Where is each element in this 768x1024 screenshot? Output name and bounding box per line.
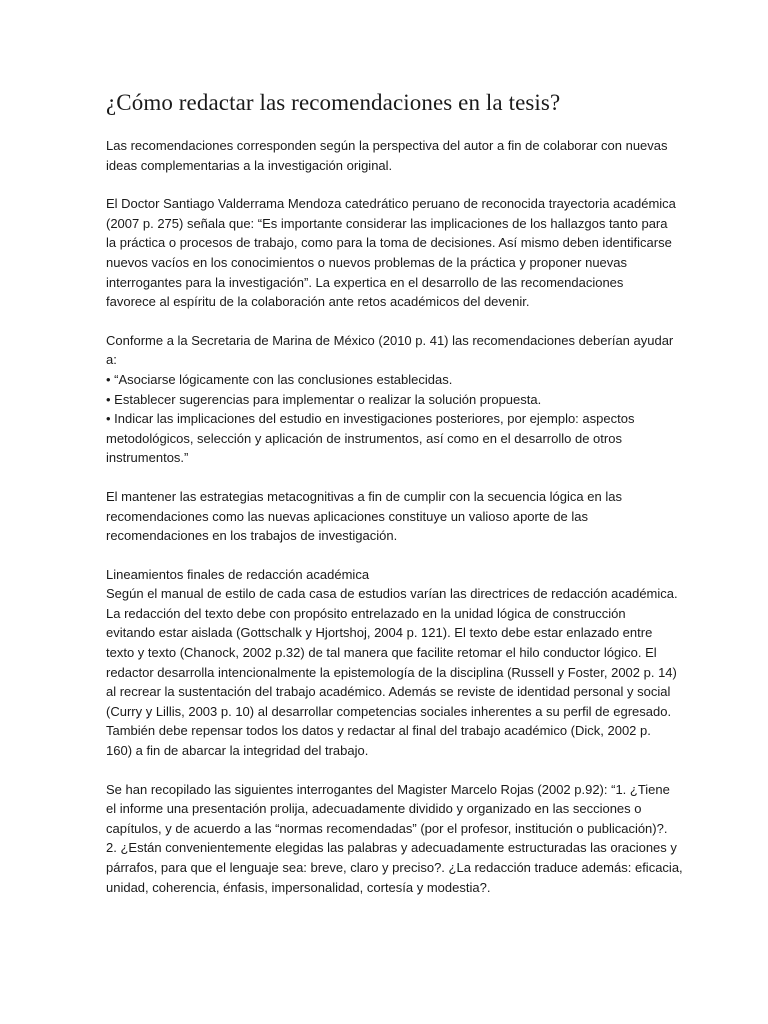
text-line: interrogantes para la investigación”. La expertica en el desarrollo de las recomendaciones	[106, 274, 624, 290]
section-heading: Lineamientos finales de redacción académica	[106, 566, 370, 582]
text-line: La redacción del texto debe con propósito entrelazado en la unidad lógica de construcción	[106, 605, 626, 621]
text-line: instrumentos.”	[106, 450, 189, 466]
paragraph-secretaria-marina	[106, 331, 676, 468]
text-line: nuevos vacíos en los conocimientos o nuevos problemas de la práctica y proponer nuevas	[106, 254, 628, 270]
text-line: 160) a fin de abarcar la integridad del trabajo.	[106, 743, 369, 759]
text-line: Las recomendaciones corresponden según la perspectiva del autor a fin de colaborar con nuevas	[106, 138, 668, 153]
text-line: el informe una presentación prolija, adecuadamente dividido y organizado en las secciones o	[106, 801, 642, 817]
text-line: Según el manual de estilo de cada casa de estudios varían las directrices de redacción académica.	[106, 586, 678, 602]
paragraph-metacognitivas	[106, 487, 676, 546]
text-line: 2. ¿Están convenientemente elegidas las palabras y adecuadamente estructuradas las oraciones y	[106, 840, 677, 856]
text-line: la práctica o procesos de trabajo, como para la toma de decisiones. Así mismo deben identificarse	[106, 235, 672, 251]
text-line: párrafos, para que el lenguaje sea: breve, claro y preciso?. ¿La redacción traduce además: eficacia,	[106, 860, 683, 875]
paragraph-intro	[106, 136, 676, 175]
text-line: Se han recopilado las siguientes interrogantes del Magister Marcelo Rojas (2002 p.92): “1. ¿Tiene	[106, 781, 670, 797]
text-line: metodológicos, selección y aplicación de instrumentos, así como en el desarrollo de otros	[106, 430, 622, 446]
text-line: capítulos, y de acuerdo a las “normas recomendadas” (por el profesor, institución o publicación)?.	[106, 820, 668, 836]
text-line: recomendaciones en los trabajos de investigación.	[106, 528, 398, 544]
bullet-item: • Indicar las implicaciones del estudio en investigaciones posteriores, por ejemplo: aspectos	[106, 411, 635, 427]
text-line: ideas complementarias a la investigación original.	[106, 157, 393, 173]
text-line: favorece al espíritu de la colaboración ante retos académicos del devenir.	[106, 294, 530, 310]
text-line: unidad, coherencia, énfasis, impersonalidad, cortesía y modestia?.	[106, 879, 491, 895]
text-line: evitando estar aislada (Gottschalk y Hjortshoj, 2004 p. 121). El texto debe estar enlazado entre	[106, 625, 653, 641]
paragraph-interrogantes	[106, 780, 683, 898]
text-line: redactor desarrolla intencionalmente la epistemología de la disciplina (Russell y Foster, 2002 p. 14)	[106, 664, 677, 680]
text-line: También debe repensar todos los datos y redactar al final del trabajo académico (Dick, 2002 p.	[106, 723, 651, 739]
text-line: al recrear la sustentación del trabajo académico. Además se reviste de identidad personal y social	[106, 684, 671, 700]
text-line: El Doctor Santiago Valderrama Mendoza catedrático peruano de reconocida trayectoria académica	[106, 196, 676, 212]
bullet-item: • “Asociarse lógicamente con las conclusiones establecidas.	[106, 371, 453, 387]
text-line: El mantener las estrategias metacognitivas a fin de cumplir con la secuencia lógica en las	[106, 488, 622, 504]
text-line: recomendaciones como las nuevas aplicaciones constituye un valioso aporte de las	[106, 508, 589, 524]
paragraph-lineamientos	[106, 565, 676, 761]
paragraph-valderrama	[106, 194, 676, 312]
document-title: ¿Cómo redactar las recomendaciones en la tesis?	[106, 90, 561, 115]
text-line: a:	[106, 352, 117, 368]
bullet-item: • Establecer sugerencias para implementar o realizar la solución propuesta.	[106, 391, 542, 407]
text-line: Conforme a la Secretaria de Marina de México (2010 p. 41) las recomendaciones deberían ayudar	[106, 332, 674, 348]
text-line: (2007 p. 275) señala que: “Es importante considerar las implicaciones de los hallazgos tanto para	[106, 215, 668, 231]
text-line: (Curry y Lillis, 2003 p. 10) al desarrollar competencias sociales inherentes a su perfil de egresado.	[106, 703, 672, 719]
text-line: texto y texto (Chanock, 2002 p.32) de tal manera que facilite retomar el hilo conductor lógico. El	[106, 645, 657, 661]
